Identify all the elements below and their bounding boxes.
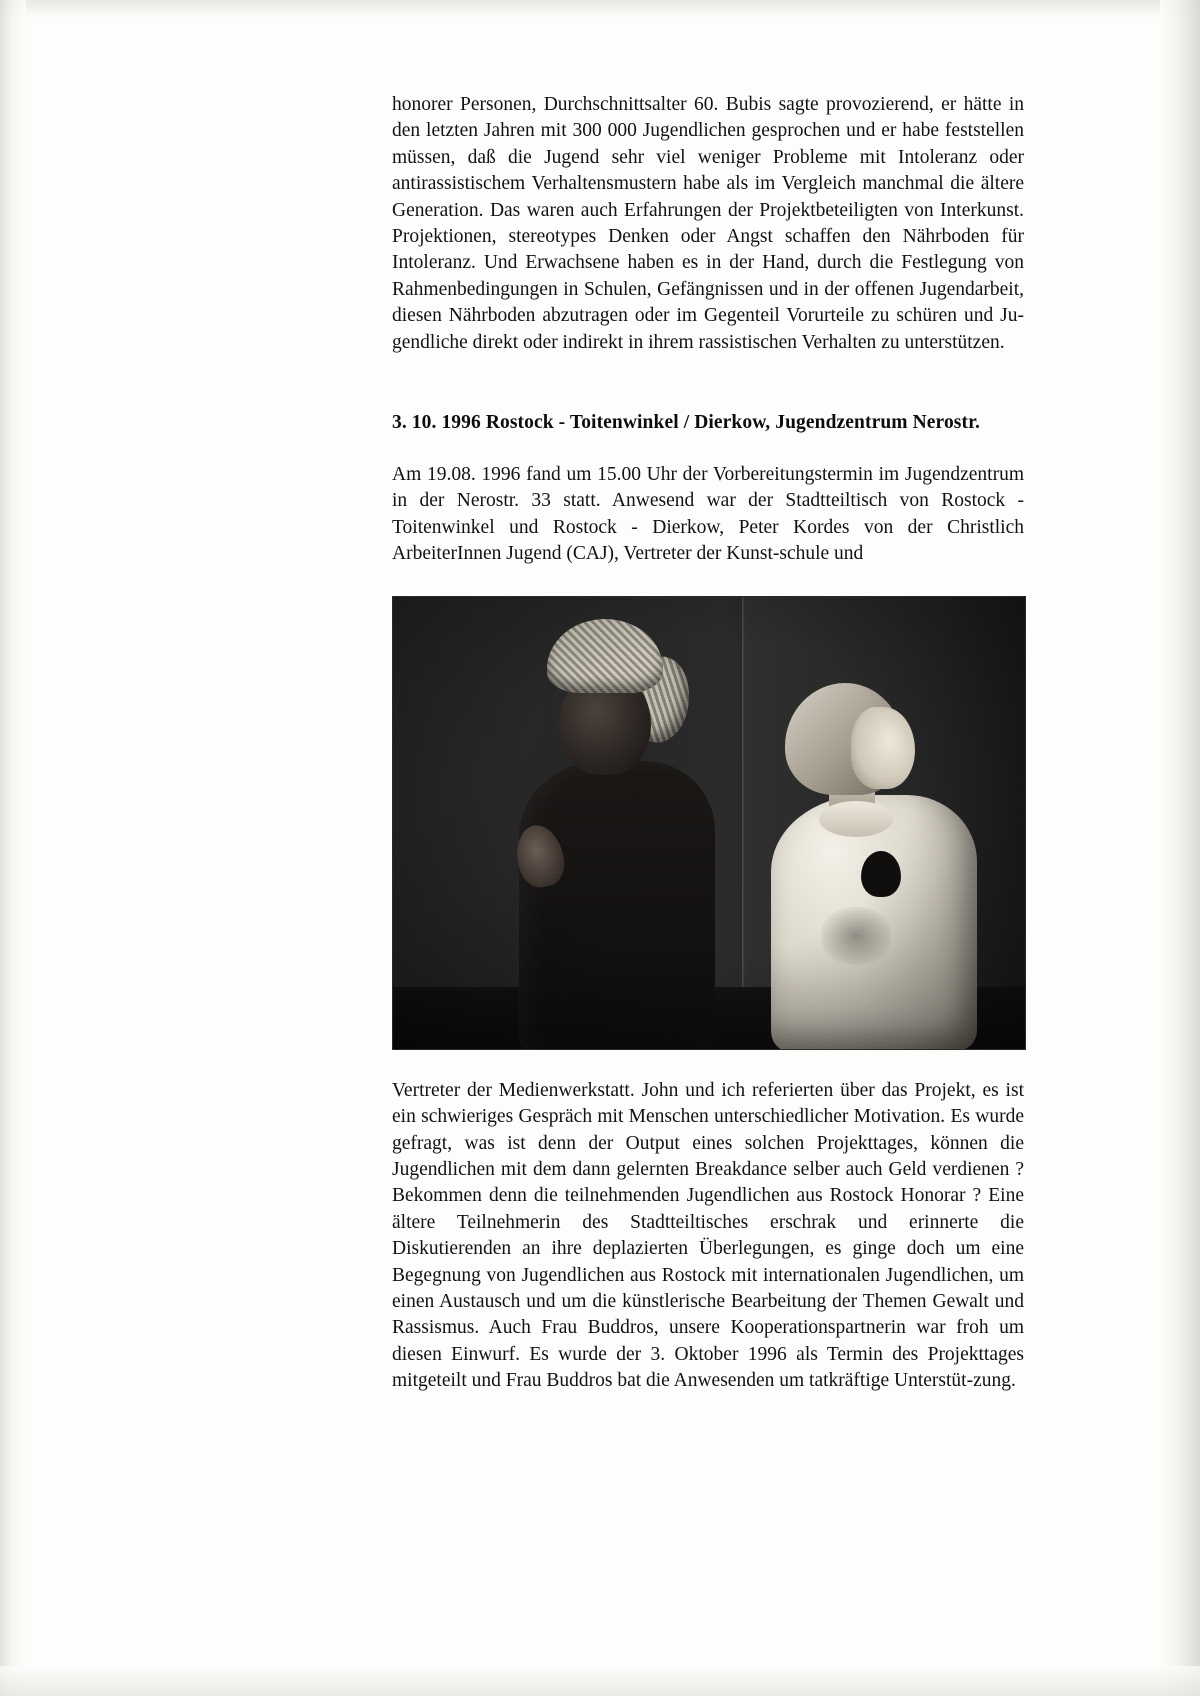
photo-wall-seam	[742, 597, 745, 1049]
paragraph-after-heading: Am 19.08. 1996 fand um 15.00 Uhr der Vorbereitungstermin im Jugendzentrum in der Nerostr. 33 statt. Anwesend war der Stadtteiltisch von Rostock - Toitenwinkel und Rostock - Dierkow, Peter Kordes von der Christlich ArbeiterInnen Jugend (CAJ), Vertreter der Kunst-schule und	[392, 464, 1024, 565]
figure-right-collar	[819, 801, 893, 837]
photo-figure-right	[765, 683, 983, 1049]
figure-right-garment-print	[821, 907, 891, 965]
scan-edge-left	[0, 0, 26, 1696]
text-column	[392, 92, 1024, 1395]
paragraph-after-photo: Vertreter der Medienwerkstatt. John und ich referierten über das Projekt, es ist ein schwieriges Gespräch mit Menschen unterschiedlicher Motivation. Es wurde gefragt, was ist denn der Output eines solchen Projekttages, können die Jugendlichen mit dem dann gelernten Breakdance selber auch Geld verdienen ? Bekommen denn die teilnehmenden Jugendlichen aus Rostock Honorar ? Eine ältere Teilnehmerin des Stadtteiltisches erschrak und erinnerte die Diskutierenden an ihre deplazierten Überlegungen, es ginge doch um eine Begegnung von Jugendlichen aus Rostock mit internationalen Jugendlichen, um einen Austausch und um die künstlerische Bearbeitung der Themen Gewalt und Rassismus. Auch Frau Buddros, unsere Kooperationspartnerin war froh um diesen Einwurf. Es wurde der 3. Oktober 1996 als Termin des Projekttages mitgeteilt und Frau Buddros bat die Anwesenden um tatkräftige Unterstüt-zung.	[392, 1079, 1024, 1392]
spacer-after-heading	[392, 436, 1024, 462]
paragraph-intro: honorer Personen, Durchschnittsalter 60. Bubis sagte provozierend, er hätte in den letzten Jahren mit 300 000 Jugendlichen gesprochen und er habe feststellen müssen, daß die Jugend sehr viel weniger Probleme mit Intoleranz oder antirassistischem Verhaltensmustern habe als im Vergleich manchmal die ältere Generation. Das waren auch Erfahrungen der Projektbeteiligten von Interkunst. Projektionen, stereotypes Denken oder Angst schaffen den Nährboden für Intoleranz. Und Erwachsene haben es in der Hand, durch die Festlegung von Rahmenbedingungen in Schulen, Gefängnissen und in der offenen Jugendarbeit, diesen Nährboden abzutragen oder im Gegenteil Vorurteile zu schüren und Ju-gendliche direkt oder indirekt in ihrem rassistischen Verhalten zu unterstützen.	[392, 94, 1024, 353]
figure-right-strap	[861, 851, 901, 897]
scan-edge-right	[1160, 0, 1200, 1696]
scan-edge-top	[0, 0, 1200, 18]
spacer-before-photo	[392, 568, 1024, 596]
photo-figure-left	[511, 619, 721, 1049]
spacer-after-photo	[392, 1050, 1024, 1078]
scan-edge-bottom	[0, 1666, 1200, 1696]
photograph	[392, 596, 1026, 1050]
section-heading: 3. 10. 1996 Rostock - Toitenwinkel / Dierkow, Jugendzentrum Nerostr.	[392, 412, 981, 434]
figure-left-headscarf	[547, 619, 663, 693]
figure-left-body	[519, 761, 715, 1050]
figure-right-face	[851, 707, 915, 789]
spacer-before-heading	[392, 356, 1024, 410]
